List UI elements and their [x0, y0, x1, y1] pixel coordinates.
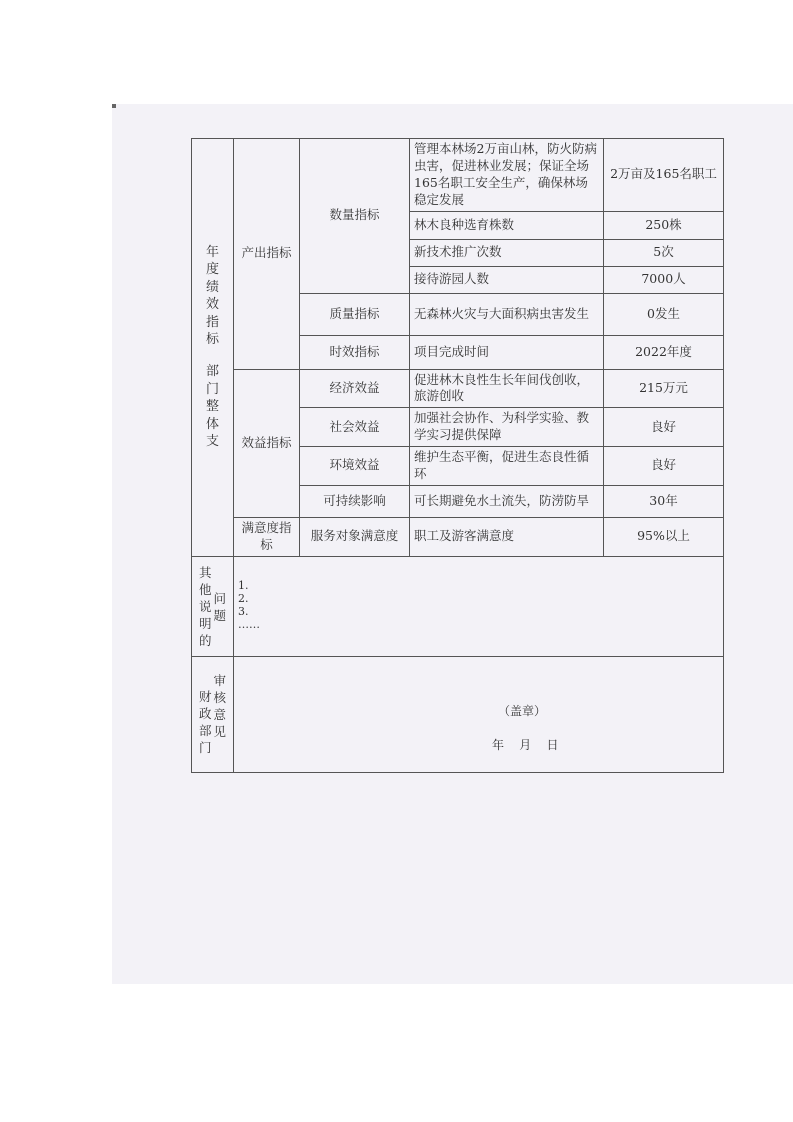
- performance-indicator-table: [191, 138, 724, 773]
- label-char: 其: [198, 564, 212, 580]
- list-item: 3.: [238, 604, 249, 618]
- benefit-value: 良好: [604, 447, 724, 486]
- table-row: [192, 556, 724, 656]
- benefit-value: 30年: [604, 485, 724, 517]
- benefit-content: 维护生态平衡，促进生态良性循环: [410, 447, 604, 486]
- benefit-content: 可长期避免水土流失，防涝防旱: [410, 485, 604, 517]
- paper-corner-mark: [112, 104, 116, 108]
- satisfaction-content: 职工及游客满意度: [410, 517, 604, 556]
- label-char: 的: [198, 632, 212, 648]
- quantity-item-value: 7000人: [604, 266, 724, 293]
- benefit-type: 经济效益: [300, 369, 410, 408]
- quantity-item-content: 新技术推广次数: [410, 239, 604, 266]
- label-char: 说: [198, 598, 212, 614]
- quantity-item-content: 管理本林场2万亩山林，防火防病虫害，促进林业发展；保证全场165名职工安全生产，确保林场稳定发展: [410, 139, 604, 212]
- quantity-item-value: 250株: [604, 211, 724, 239]
- benefit-type: 环境效益: [300, 447, 410, 486]
- label-char: 明: [198, 615, 212, 631]
- list-item: 2.: [238, 591, 249, 605]
- table-row: [192, 517, 724, 556]
- quality-item-value: 0发生: [604, 293, 724, 335]
- other-notes-label: [192, 556, 234, 656]
- label-char: 财: [198, 689, 212, 704]
- stamp-placeholder: （盖章）: [498, 703, 547, 718]
- output-indicator-label: 产出指标: [234, 139, 300, 370]
- benefit-type: 可持续影响: [300, 485, 410, 517]
- benefit-content: 促进林木良性生长年间伐创收，旅游创收: [410, 369, 604, 408]
- timeliness-indicator-label: 时效指标: [300, 335, 410, 369]
- quantity-item-value: 2万亩及165名职工: [604, 139, 724, 212]
- label-char: 他: [198, 581, 212, 597]
- label-char: 题: [213, 607, 227, 623]
- other-notes-content: [234, 556, 724, 656]
- quality-item-content: 无森林火灾与大面积病虫害发生: [410, 293, 604, 335]
- quantity-item-content: 林木良种选育株数: [410, 211, 604, 239]
- quantity-item-value: 5次: [604, 239, 724, 266]
- label-char: 问: [213, 590, 227, 606]
- finance-review-label: [192, 656, 234, 772]
- label-char: 政: [198, 706, 212, 721]
- benefit-value: 良好: [604, 408, 724, 447]
- benefit-indicator-label: 效益指标: [234, 369, 300, 517]
- table-row: [192, 656, 724, 772]
- label-char: 部: [198, 723, 212, 738]
- list-item: 1.: [238, 578, 249, 592]
- benefit-type: 社会效益: [300, 408, 410, 447]
- benefit-content: 加强社会协作、为科学实验、教学实习提供保障: [410, 408, 604, 447]
- date-placeholder: 年 月 日: [492, 737, 559, 752]
- list-item: ……: [238, 617, 260, 631]
- label-char: 核: [213, 690, 227, 705]
- satisfaction-indicator-label: 满意度指标: [234, 517, 300, 556]
- quantity-item-content: 接待游园人数: [410, 266, 604, 293]
- quantity-indicator-label: 数量指标: [300, 139, 410, 294]
- timeliness-item-content: 项目完成时间: [410, 335, 604, 369]
- label-char: 审: [213, 673, 227, 688]
- finance-review-content: [234, 656, 724, 772]
- label-char: 门: [198, 740, 212, 755]
- table-row: [192, 139, 724, 212]
- quality-indicator-label: 质量指标: [300, 293, 410, 335]
- satisfaction-type: 服务对象满意度: [300, 517, 410, 556]
- label-char: 意: [213, 707, 227, 722]
- timeliness-item-value: 2022年度: [604, 335, 724, 369]
- label-char: 见: [213, 724, 227, 739]
- benefit-value: 215万元: [604, 369, 724, 408]
- annual-performance-label: 年 度 绩 效 指 标 部 门 整 体 支: [192, 139, 234, 557]
- table-row: [192, 369, 724, 408]
- satisfaction-value: 95%以上: [604, 517, 724, 556]
